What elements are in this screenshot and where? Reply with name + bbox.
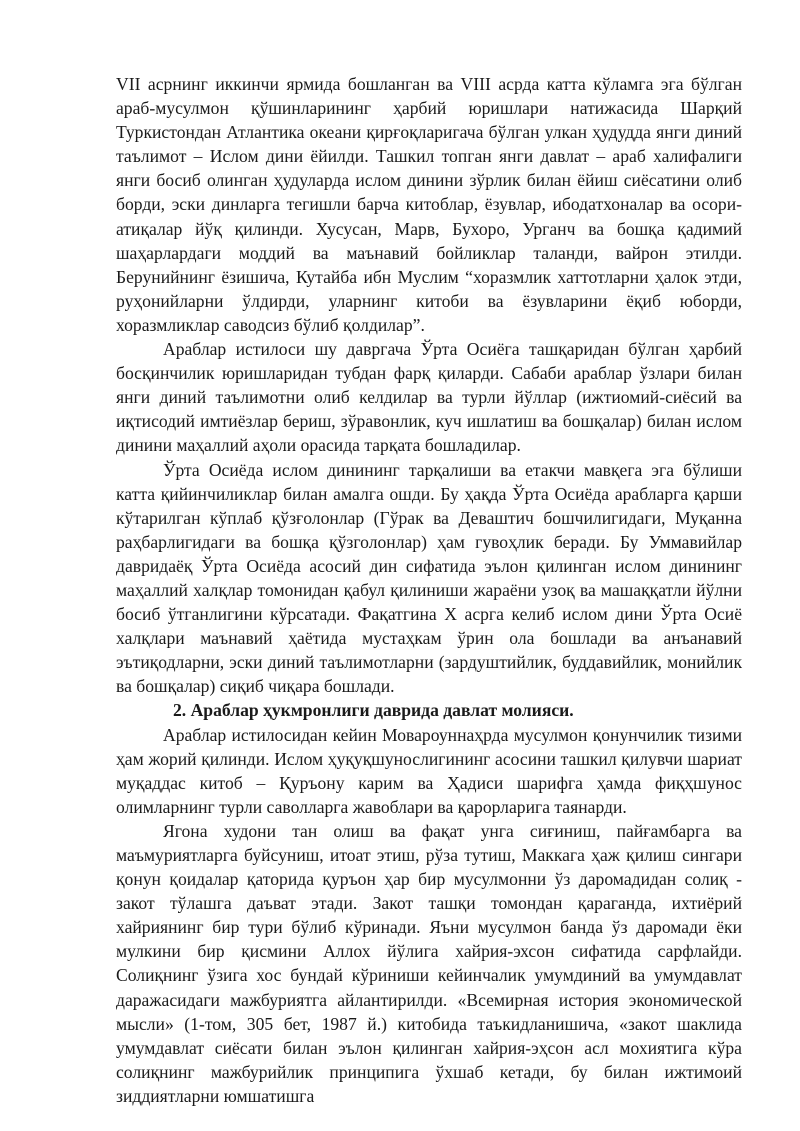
paragraph-arab-invasion-difference: Араблар истилоси шу давргача Ўрта Осиёга ташқаридан бўлган ҳарбий босқинчилик юришларидан тубдан фарқ қиларди. Сабаби араблар ўзлари билан янги диний таълимотни олиб келдилар ва турли йўллар (ижтиомий-сиёсий ва иқтисодий имтиёзлар бериш, зўравонлик, куч ишлатиш ва бошқалар) билан ислом динини маҳаллий аҳоли орасида тарқата бошладилар. (116, 339, 742, 456)
section-heading: 2. Араблар ҳукмронлиги даврида давлат молияси. (173, 700, 574, 721)
paragraph-arab-conquest: VII асрнинг иккинчи ярмида бошланган ва VIII асрда катта кўламга эга бўлган араб-мусулмон қўшинларининг ҳарбий юришлари натижасида Шарқий Туркистондан Атлантика океани қирғоқларигача бўлган улкан ҳудудда янги диний таълимот – Ислом дини ёйилди. Ташкил топган янги давлат – араб халифалиги янги босиб олинган ҳудуларда ислом динини зўрлик билан ёйиш сиёсатини олиб борди, эски динларга тегишли барча китоблар, ёзувлар, ибодатхоналар ва осори-атиқалар йўқ қилинди. Хусусан, Марв, Бухоро, Урганч ва бошқа қадимий шаҳарлардаги моддий ва маънавий бойликлар таланди, вайрон этилди. Берунийнинг ёзишича, Кутайба ибн Муслим “хоразмлик хаттотларни ҳалок этди, руҳонийларни ўлдирди, уларнинг китоби ва ёзувларини ёқиб юборди, хоразмликлар саводсиз бўлиб қолдилар”. (116, 74, 742, 335)
paragraph-spread-of-islam: Ўрта Осиёда ислом динининг тарқалиши ва етакчи мавқега эга бўлиши катта қийинчиликлар билан амалга ошди. Бу ҳақда Ўрта Осиёда арабларга қарши кўтарилган кўплаб қўзғолонлар (Гўрак ва Деваштич бошчилигидаги, Муқанна раҳбарлигидаги ва бошқа қўзголонлар) ҳам гувоҳлик беради. Бу Уммавийлар давридаёқ Ўрта Осиёда асосий дин сифатида эълон қилинган ислом динининг маҳаллий халқлар томонидан қабул қилиниши жараёни узоқ ва машаққатли йўлни босиб ўтганлигини кўрсатади. Фақатгина X асрга келиб ислом дини Ўрта Осиё халқлари маънавий ҳаётида мустаҳкам ўрин ола бошлади ва анъанавий эътиқодларни, эски диний таълимотларни (зардуштийлик, буддавийлик, монийлик ва бошқалар) сиқиб чиқара бошлади. (116, 459, 742, 697)
paragraph-zakat: Ягона худони тан олиш ва фақат унга сиғиниш, пайғамбарга ва маъмуриятларга буйсуниш, итоат этиш, рўза тутиш, Маккага ҳаж қилиш сингари қонун қоидалар қаторида қуръон ҳар бир мусулмонни ўз даромадидан солиқ - закот тўлашга даъват этади. Закот ташқи томондан қараганда, ихтиёрий хайриянинг бир тури бўлиб кўринади. Яъни мусулмон банда ўз даромади ёки мулкини бир қисмини Аллох йўлига хайрия-эхсон сифатида сарфлайди. Солиқнинг ўзига хос бундай кўриниши кейинчалик умумдиний ва умумдавлат даражасидаги мажбуриятга айлантирилди. «Всемирная история экономической мысли» (1-том, 305 бет, 1987 й.) китобида таъкидланишича, «закот шаклида умумдавлат сиёсати билан эълон қилинган хайрия-эҳсон асл мохиятига кўра солиқнинг мажбурийлик принципига ўхшаб кетади, бу билан ижтимоий зиддиятларни юмшатишга (116, 820, 742, 1106)
document-page (116, 72, 742, 1108)
paragraph-sharia-law: Араблар истилосидан кейин Мовароуннаҳрда мусулмон қонунчилик тизими ҳам жорий қилинди. Ислом ҳуқуқшунослигининг асосини ташкил қилувчи шариат муқаддас китоб – Қуръону карим ва Ҳадиси шарифга ҳамда фиқҳшунос олимларнинг турли саволларга жавоблари ва қарорларига таянарди. (116, 724, 742, 817)
